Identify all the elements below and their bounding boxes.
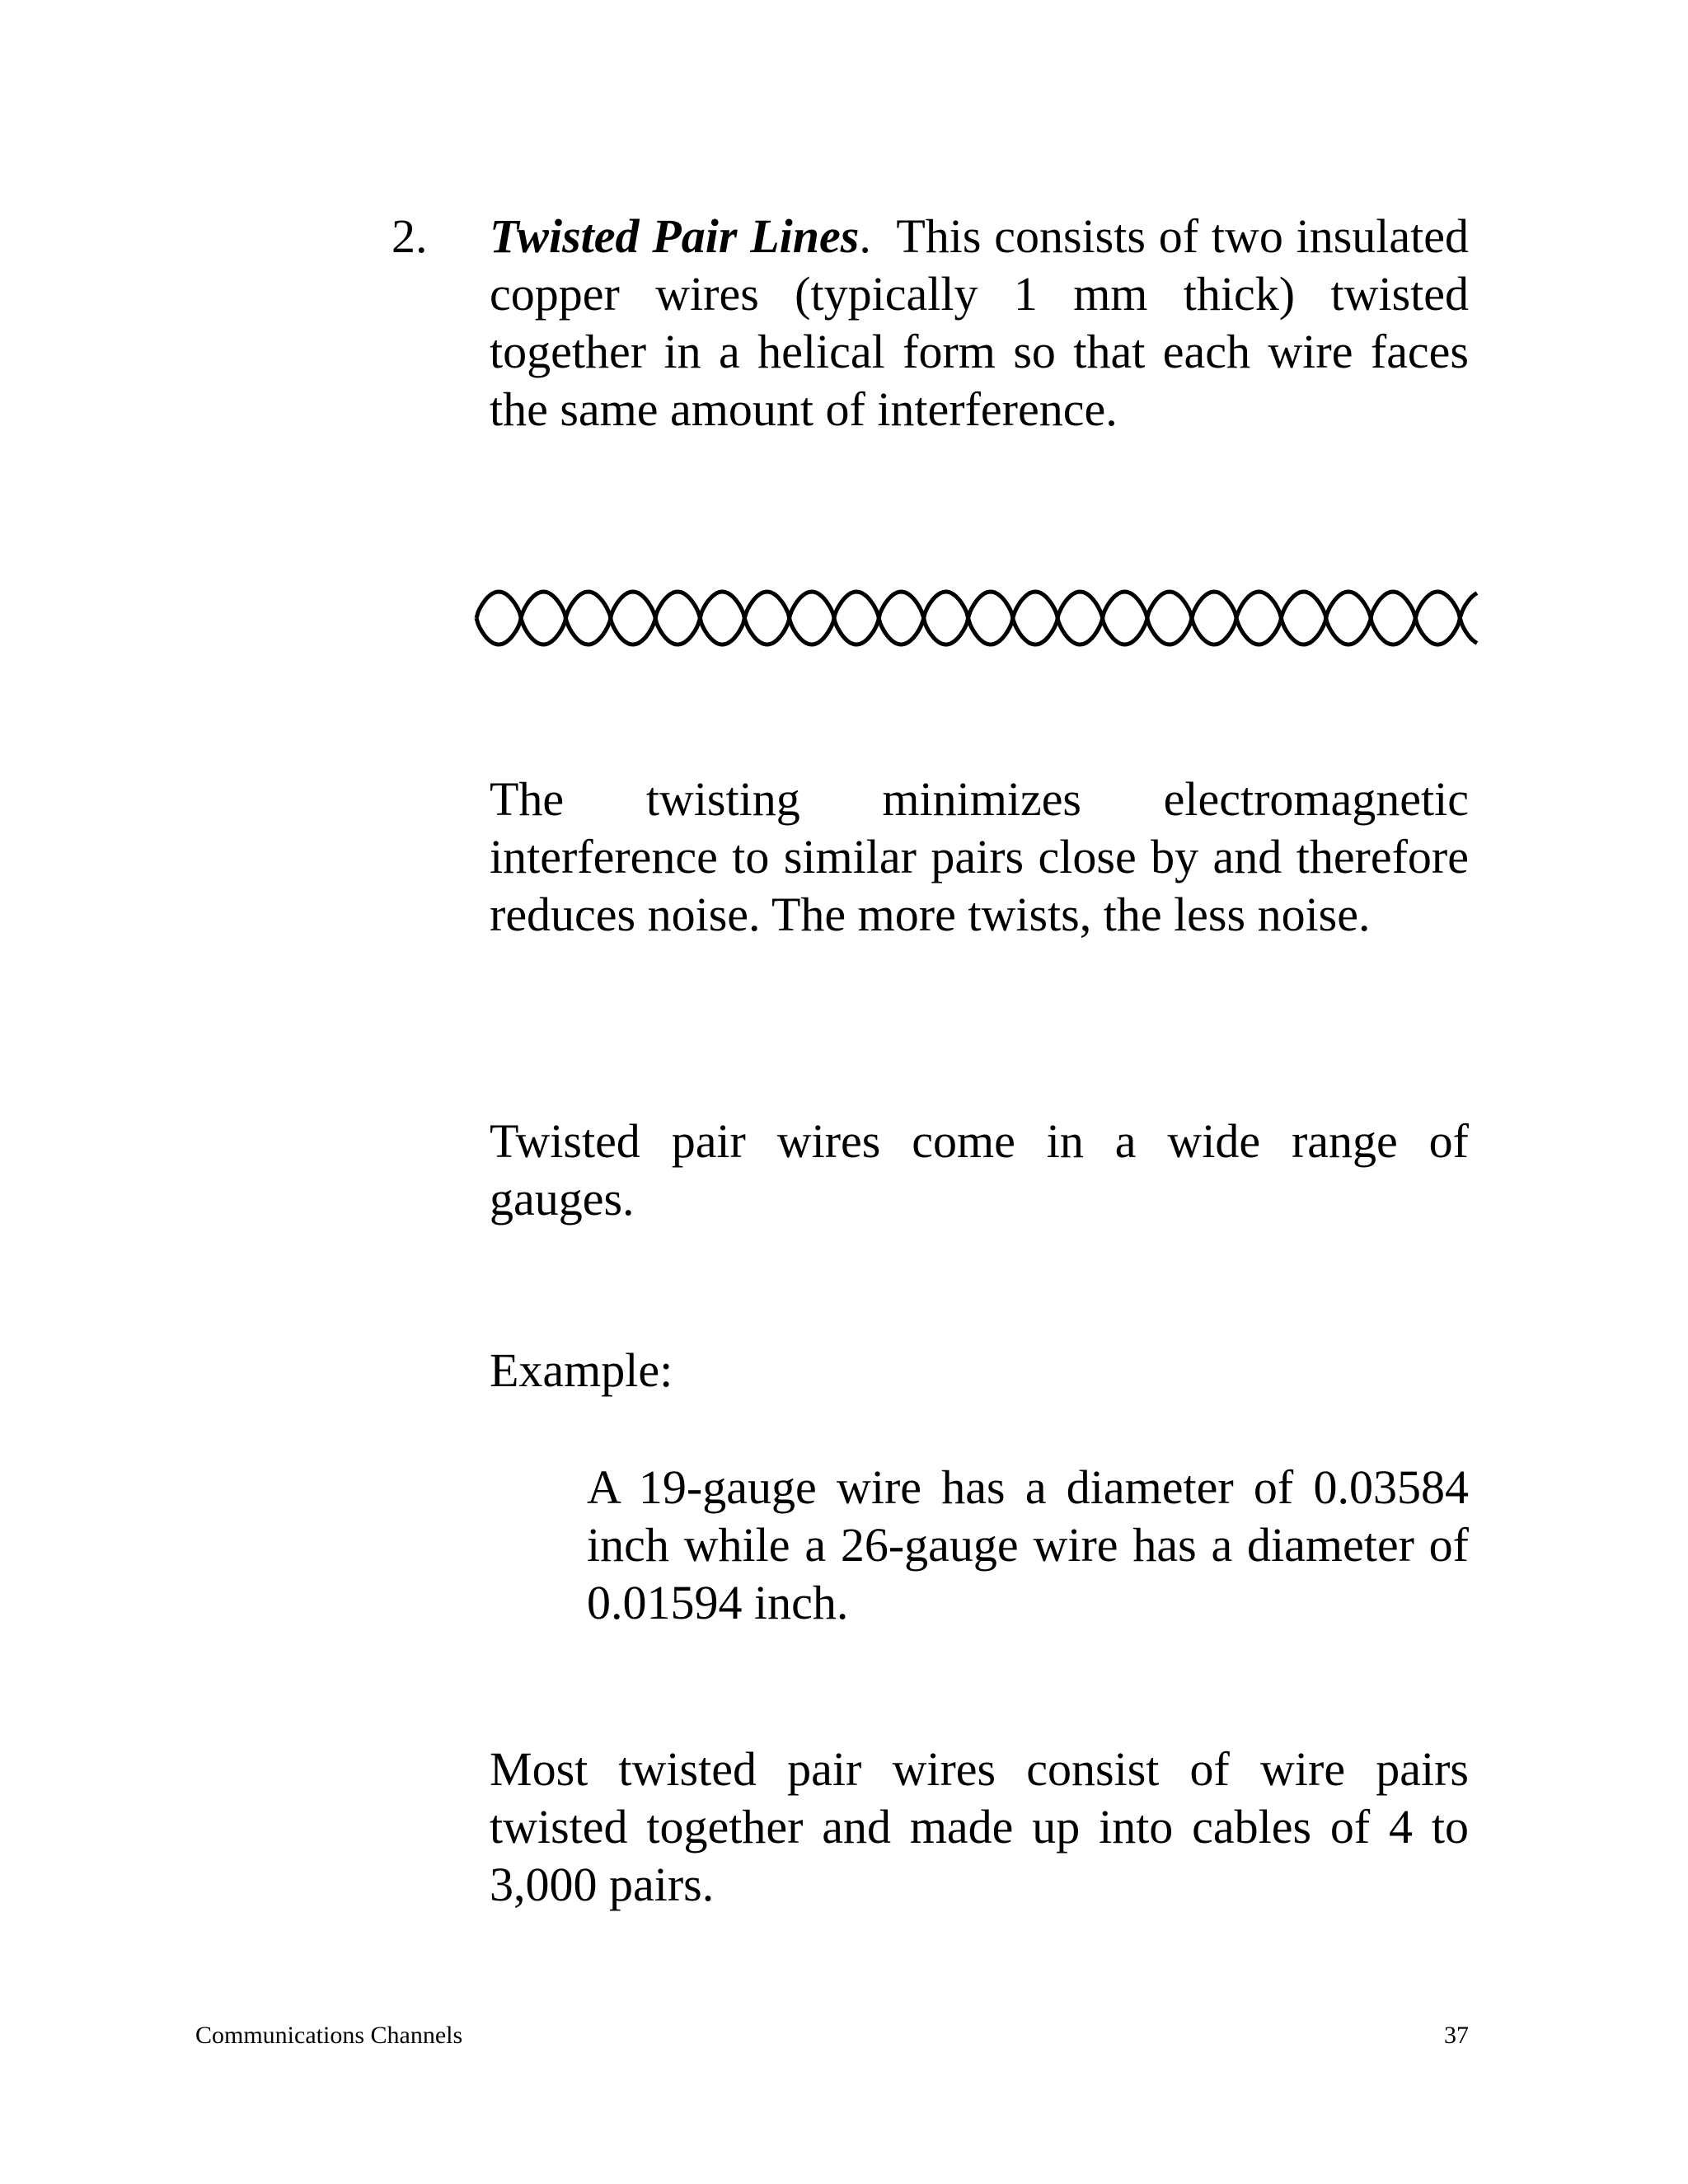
section-title: Twisted Pair Lines xyxy=(490,209,860,263)
section-number: 2. xyxy=(392,209,428,263)
twisting-paragraph: The twisting minimizes electromagnetic interference to similar pairs close by and therefore reduces noise. The more twists, the less noise. xyxy=(490,772,1469,941)
twisted-pair-diagram xyxy=(470,577,1484,659)
footer-chapter-title: Communications Channels xyxy=(195,2022,463,2049)
example-label: Example: xyxy=(490,1343,673,1397)
section-intro-text: This consists of two insulated copper wires (typically 1 mm thick) twisted together in a helical form so that each wire faces the same amount of interference. xyxy=(490,209,1470,436)
example-paragraph: A 19-gauge wire has a diameter of 0.03584 inch while a 26-gauge wire has a diameter of 0.01594 inch. xyxy=(587,1460,1469,1629)
section-intro-paragraph xyxy=(490,208,1469,438)
cables-paragraph: Most twisted pair wires consist of wire pairs twisted together and made up into cables of 4 to 3,000 pairs. xyxy=(490,1742,1469,1911)
section-title-period: . xyxy=(859,209,871,263)
footer-page-number: 37 xyxy=(1444,2022,1469,2049)
gauges-paragraph: Twisted pair wires come in a wide range of gauges. xyxy=(490,1114,1469,1226)
